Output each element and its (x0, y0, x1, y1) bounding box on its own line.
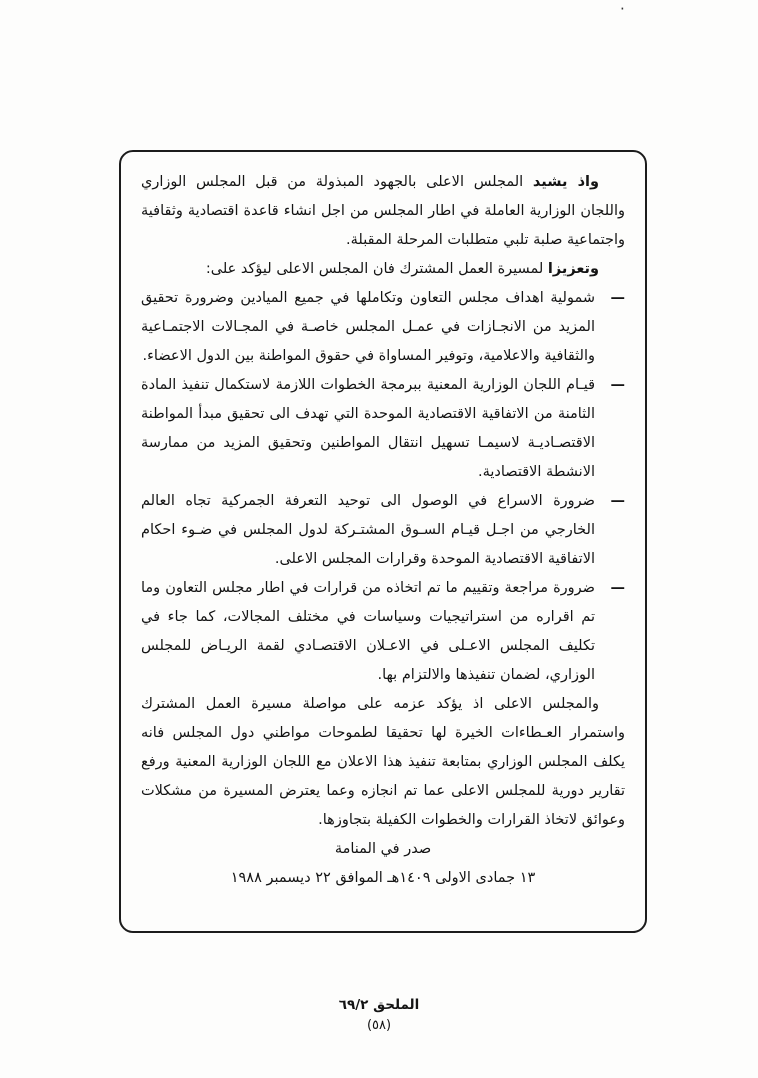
bullet-text: شمولية اهداف مجلس التعاون وتكاملها في جميع الميادين وضرورة تحقيق المزيد من الانجـازات في عمـل المجلس خاصـة في المجـالات الاجتمـاعية والثقافية والاعلامية، وتوفير المساواة في حقوق المواطنة بين الدول الاعضاء. (141, 290, 595, 364)
list-item (141, 371, 625, 487)
reinforce-lead: وتعزيزا (547, 261, 599, 277)
bullet-text: ضرورة الاسراع في الوصول الى توحيد التعرفة الجمركية تجاه العالم الخارجي من اجـل قيـام السـوق المشتـركة لدول المجلس في ضـوء احكام الاتفاقية الاقتصادية الموحدة وقرارات المجلس الاعلى. (141, 493, 595, 567)
intro-text: المجلس الاعلى بالجهود المبذولة من قبل المجلس الوزاري واللجان الوزارية العاملة في اطار المجلس من اجل انشاء قاعدة اقتصادية وثقافية واجتماعية صلبة تلبي متطلبات المرحلة المقبلة. (141, 174, 625, 248)
bullet-dash: — (610, 493, 625, 509)
intro-lead: واذ يشيد (532, 174, 599, 190)
stray-mark: · (620, 0, 625, 18)
appendix-label: الملحق ٦٩/٢ (338, 997, 420, 1013)
list-item (141, 284, 625, 371)
closing-paragraph: والمجلس الاعلى اذ يؤكد عزمه على مواصلة مسيرة العمل المشترك واستمرار العـطاءات الخيرة لها تحقيقا لطموحات مواطني دول المجلس فانه يكلف المجلس الوزاري بمتابعة تنفيذ هذا الاعلان مع اللجان الوزارية المعنية ورفع تقارير دورية للمجلس الاعلى عما تم انجازه وعما يعترض المسيرة من مشكلات وعوائق لاتخاذ القرارات والخطوات الكفيلة بتجاوزها. (141, 696, 625, 828)
bullet-text: ضرورة مراجعة وتقييم ما تم اتخاذه من قرارات في اطار مجلس التعاون وما تم اقراره من استراتيجيات وسياسات في مختلف المجالات، كما جاء في تكليف المجلس الاعـلى في الاعـلان الاقتصـادي لقمة الريـاض للمجلس الوزاري، لضمان تنفيذها والالتزام بها. (141, 580, 595, 683)
page-footer (0, 997, 758, 1033)
issued-date-line: ١٣ جمادى الاولى ١٤٠٩هـ الموافق ٢٢ ديسمبر ١٩٨٨ (230, 870, 536, 886)
document-frame (119, 150, 647, 933)
issued-place-line: صدر في المنامة (334, 841, 432, 857)
bullet-dash: — (610, 377, 625, 393)
list-item (141, 574, 625, 690)
list-item (141, 487, 625, 574)
intro-paragraph (141, 168, 625, 255)
reinforce-text: لمسيرة العمل المشترك فان المجلس الاعلى ليؤكد على: (205, 261, 548, 277)
bullet-dash: — (610, 290, 625, 306)
reinforce-paragraph (141, 255, 625, 284)
bullet-text: قيـام اللجان الوزارية المعنية ببرمجة الخطوات اللازمة لاستكمال تنفيذ المادة الثامنة من الاتفاقية الاقتصادية الموحدة التي تهدف الى تحقيق مبدأ المواطنة الاقتصـاديـة لاسيمـا تسهيل انتقال المواطنين وتحقيق المزيد من ممارسة الانشطة الاقتصادية. (141, 377, 595, 480)
bullet-dash: — (610, 580, 625, 596)
page-number: (٥٨) (366, 1018, 392, 1033)
